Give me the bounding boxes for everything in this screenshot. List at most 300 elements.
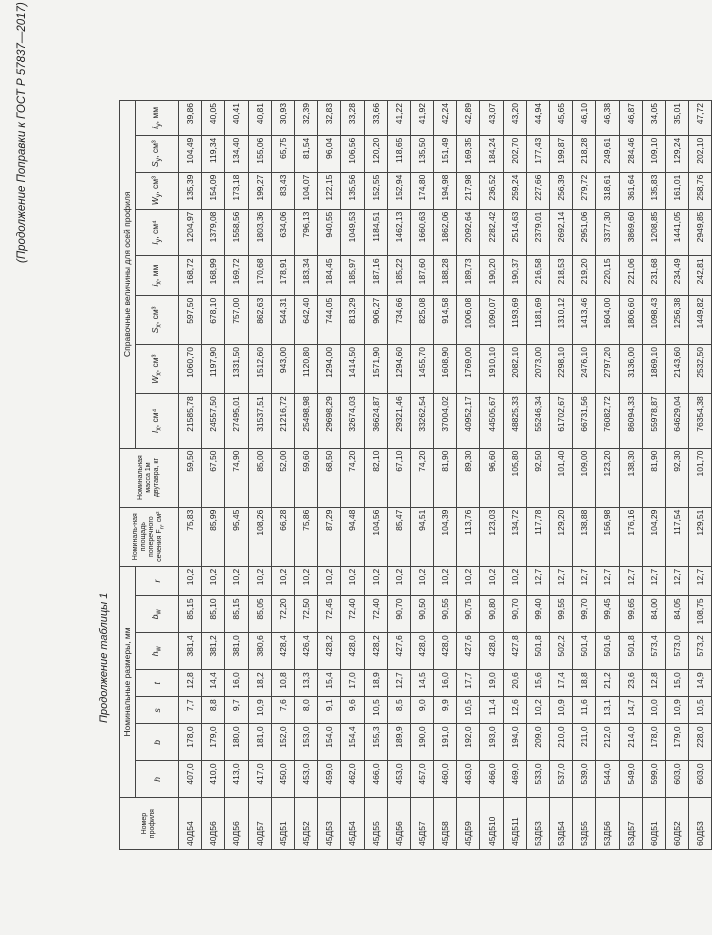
table-cell: 2476,10 — [573, 345, 596, 394]
table-cell: 123,20 — [596, 448, 619, 507]
table-cell: 99,40 — [526, 596, 549, 633]
table-cell: 14,5 — [410, 670, 433, 697]
table-cell: 129,24 — [665, 135, 688, 172]
table-cell: 96,60 — [480, 448, 503, 507]
table-cell: 1558,56 — [225, 209, 248, 256]
table-cell: 12,6 — [503, 697, 526, 724]
table-cell: 190,20 — [480, 256, 503, 295]
table-cell: 603,0 — [689, 761, 712, 798]
table-cell: 82,10 — [364, 448, 387, 507]
table-cell: 75,86 — [294, 507, 317, 566]
table-cell: 67,50 — [202, 448, 225, 507]
table-cell: 1049,53 — [341, 209, 364, 256]
table-cell: 10,2 — [318, 566, 341, 596]
table-cell: 1379,08 — [202, 209, 225, 256]
table-cell: 9,1 — [318, 697, 341, 724]
table-cell: 3136,00 — [619, 345, 642, 394]
table-cell: 36624,87 — [364, 394, 387, 448]
table-cell: 209,0 — [526, 724, 549, 761]
table-cell: 170,68 — [248, 256, 271, 295]
table-cell: 104,49 — [179, 135, 202, 172]
table-cell: 81,90 — [642, 448, 665, 507]
table-cell: 85,99 — [202, 507, 225, 566]
table-cell: 10,2 — [294, 566, 317, 596]
table-cell: 108,26 — [248, 507, 271, 566]
col-hw: $h_w$ — [136, 633, 179, 670]
table-cell: 169,72 — [225, 256, 248, 295]
table-cell: 453,0 — [294, 761, 317, 798]
table-cell: 10,2 — [526, 697, 549, 724]
col-Ix: $I_x$, см⁴ — [136, 394, 179, 448]
table-cell: 13,3 — [294, 670, 317, 697]
table-cell: 24557,50 — [202, 394, 225, 448]
table-cell: 9,9 — [434, 697, 457, 724]
table-cell: 99,45 — [596, 596, 619, 633]
table-cell: 101,40 — [550, 448, 573, 507]
table-cell: 16,0 — [434, 670, 457, 697]
table-cell: 37004,02 — [434, 394, 457, 448]
table-cell: 2092,64 — [457, 209, 480, 256]
table-cell: 99,65 — [619, 596, 642, 633]
table-cell: 573,2 — [689, 633, 712, 670]
table-cell: 1193,69 — [503, 295, 526, 344]
table-cell: 169,35 — [457, 135, 480, 172]
table-cell: 381,0 — [225, 633, 248, 670]
table-cell: 1208,85 — [642, 209, 665, 256]
table-cell: 249,61 — [596, 135, 619, 172]
table-cell: 84,00 — [642, 596, 665, 633]
table-cell: 1455,70 — [410, 345, 433, 394]
profile-number-cell: 40Д57 — [248, 798, 271, 850]
table-cell: 1006,08 — [457, 295, 480, 344]
table-cell: 2379,01 — [526, 209, 549, 256]
table-cell: 10,2 — [480, 566, 503, 596]
table-cell: 177,43 — [526, 135, 549, 172]
table-cell: 90,70 — [503, 596, 526, 633]
table-cell: 106,56 — [341, 135, 364, 172]
table-cell: 7,6 — [271, 697, 294, 724]
table-cell: 19,0 — [480, 670, 503, 697]
table-cell: 361,64 — [619, 172, 642, 209]
table-cell: 2949,85 — [689, 209, 712, 256]
table-cell: 68,50 — [318, 448, 341, 507]
table-cell: 152,55 — [364, 172, 387, 209]
table-cell: 178,0 — [642, 724, 665, 761]
table-cell: 8,5 — [387, 697, 410, 724]
table-cell: 134,40 — [225, 135, 248, 172]
table-cell: 380,6 — [248, 633, 271, 670]
table-cell: 7,7 — [179, 697, 202, 724]
table-cell: 943,00 — [271, 345, 294, 394]
table-cell: 92,50 — [526, 448, 549, 507]
table-row — [665, 101, 688, 850]
table-cell: 18,2 — [248, 670, 271, 697]
table-cell: 67,10 — [387, 448, 410, 507]
table-cell: 202,10 — [689, 135, 712, 172]
col-Wy: $W_y$, см³ — [136, 172, 179, 209]
table-cell: 428,0 — [434, 633, 457, 670]
table-cell: 544,0 — [596, 761, 619, 798]
table-cell: 2073,00 — [526, 345, 549, 394]
table-cell: 43,07 — [480, 101, 503, 136]
col-group-reference: Справочные величины для осей профиля — [120, 101, 136, 449]
table-cell: 81,90 — [434, 448, 457, 507]
table-cell: 501,8 — [526, 633, 549, 670]
table-cell: 96,04 — [318, 135, 341, 172]
table-cell: 72,45 — [318, 596, 341, 633]
table-cell: 12,7 — [550, 566, 573, 596]
table-cell: 43,20 — [503, 101, 526, 136]
table-cell: 25498,98 — [294, 394, 317, 448]
table-cell: 210,0 — [550, 724, 573, 761]
table-cell: 161,01 — [665, 172, 688, 209]
table-cell: 153,0 — [294, 724, 317, 761]
table-cell: 8,0 — [294, 697, 317, 724]
table-cell: 216,58 — [526, 256, 549, 295]
table-cell: 183,34 — [294, 256, 317, 295]
table-cell: 85,15 — [225, 596, 248, 633]
table-cell: 47,72 — [689, 101, 712, 136]
table-cell: 428,0 — [480, 633, 503, 670]
profile-number-cell: 45Д53 — [318, 798, 341, 850]
table-cell: 94,48 — [341, 507, 364, 566]
table-cell: 152,94 — [387, 172, 410, 209]
table-cell: 14,7 — [619, 697, 642, 724]
table-cell: 39,86 — [179, 101, 202, 136]
table-cell: 218,53 — [550, 256, 573, 295]
table-cell: 187,60 — [410, 256, 433, 295]
table-cell: 122,15 — [318, 172, 341, 209]
table-cell: 101,70 — [689, 448, 712, 507]
table-cell: 21216,72 — [271, 394, 294, 448]
col-ix: $i_x$, мм — [136, 256, 179, 295]
table-cell: 74,20 — [410, 448, 433, 507]
table-cell: 191,0 — [434, 724, 457, 761]
table-cell: 84,05 — [665, 596, 688, 633]
table-cell: 32674,03 — [341, 394, 364, 448]
table-cell: 55246,34 — [526, 394, 549, 448]
table-cell: 75,83 — [179, 507, 202, 566]
table-cell: 90,55 — [434, 596, 457, 633]
table-cell: 40,05 — [202, 101, 225, 136]
table-cell: 155,3 — [364, 724, 387, 761]
profile-number-cell: 45Д55 — [364, 798, 387, 850]
table-cell: 10,2 — [503, 566, 526, 596]
table-cell: 1604,00 — [596, 295, 619, 344]
table-cell: 40,41 — [225, 101, 248, 136]
table-cell: 129,20 — [550, 507, 573, 566]
table-cell: 199,27 — [248, 172, 271, 209]
table-cell: 1862,06 — [434, 209, 457, 256]
table-row — [503, 101, 526, 850]
table-cell: 1660,63 — [410, 209, 433, 256]
col-profile-number: Номер профиля — [120, 798, 179, 850]
profile-number-cell: 60Д51 — [642, 798, 665, 850]
table-cell: 190,0 — [410, 724, 433, 761]
table-cell: 187,16 — [364, 256, 387, 295]
table-cell: 59,60 — [294, 448, 317, 507]
table-cell: 757,00 — [225, 295, 248, 344]
table-cell: 427,6 — [457, 633, 480, 670]
table-cell: 85,10 — [202, 596, 225, 633]
table-cell: 533,0 — [526, 761, 549, 798]
table-cell: 10,2 — [457, 566, 480, 596]
table-cell: 185,22 — [387, 256, 410, 295]
table-cell: 462,0 — [341, 761, 364, 798]
table-continuation-label: Продолжение таблицы 1 — [98, 592, 110, 723]
table-cell: 199,87 — [550, 135, 573, 172]
table-cell: 221,06 — [619, 256, 642, 295]
profile-number-cell: 45Д51 — [271, 798, 294, 850]
table-cell: 231,68 — [642, 256, 665, 295]
table-cell: 1414,50 — [341, 345, 364, 394]
table-body — [179, 101, 712, 850]
col-bw: $b_w$ — [136, 596, 179, 633]
profile-number-cell: 53Д53 — [526, 798, 549, 850]
table-cell: 12,7 — [642, 566, 665, 596]
table-cell: 14,4 — [202, 670, 225, 697]
col-t: t — [136, 670, 179, 697]
table-cell: 12,7 — [665, 566, 688, 596]
table-cell: 825,08 — [410, 295, 433, 344]
table-cell: 2282,42 — [480, 209, 503, 256]
table-cell: 10,2 — [271, 566, 294, 596]
table-cell: 180,0 — [225, 724, 248, 761]
table-cell: 539,0 — [573, 761, 596, 798]
table-cell: 202,70 — [503, 135, 526, 172]
table-cell: 23,6 — [619, 670, 642, 697]
table-cell: 48825,33 — [503, 394, 526, 448]
table-cell: 428,0 — [410, 633, 433, 670]
table-cell: 599,0 — [642, 761, 665, 798]
table-cell: 109,00 — [573, 448, 596, 507]
table-cell: 20,6 — [503, 670, 526, 697]
table-cell: 40,81 — [248, 101, 271, 136]
table-cell: 8,8 — [202, 697, 225, 724]
table-row — [573, 101, 596, 850]
table-row — [457, 101, 480, 850]
table-cell: 427,8 — [503, 633, 526, 670]
table-cell: 151,49 — [434, 135, 457, 172]
table-cell: 76082,72 — [596, 394, 619, 448]
table-cell: 17,0 — [341, 670, 364, 697]
table-cell: 12,8 — [179, 670, 202, 697]
table-cell: 460,0 — [434, 761, 457, 798]
table-cell: 1331,50 — [225, 345, 248, 394]
table-cell: 83,43 — [271, 172, 294, 209]
table-cell: 34,05 — [642, 101, 665, 136]
table-cell: 27495,01 — [225, 394, 248, 448]
table-cell: 1090,07 — [480, 295, 503, 344]
table-cell: 211,0 — [573, 724, 596, 761]
table-cell: 12,7 — [596, 566, 619, 596]
table-cell: 90,80 — [480, 596, 503, 633]
table-cell: 466,0 — [480, 761, 503, 798]
table-cell: 59,50 — [179, 448, 202, 507]
profile-number-cell: 45Д511 — [503, 798, 526, 850]
profile-number-cell: 45Д58 — [434, 798, 457, 850]
table-cell: 104,07 — [294, 172, 317, 209]
table-row — [596, 101, 619, 850]
table-cell: 117,78 — [526, 507, 549, 566]
table-cell: 33,66 — [364, 101, 387, 136]
table-cell: 10,9 — [665, 697, 688, 724]
table-cell: 15,4 — [318, 670, 341, 697]
table-cell: 318,61 — [596, 172, 619, 209]
table-cell: 17,4 — [550, 670, 573, 697]
table-cell: 1310,12 — [550, 295, 573, 344]
table-cell: 185,97 — [341, 256, 364, 295]
table-cell: 1608,90 — [434, 345, 457, 394]
table-cell: 90,50 — [410, 596, 433, 633]
table-cell: 219,20 — [573, 256, 596, 295]
table-cell: 10,2 — [364, 566, 387, 596]
table-cell: 603,0 — [665, 761, 688, 798]
table-cell: 118,65 — [387, 135, 410, 172]
table-cell: 2532,50 — [689, 345, 712, 394]
table-row — [271, 101, 294, 850]
table-cell: 10,5 — [457, 697, 480, 724]
profile-number-cell: 53Д56 — [596, 798, 619, 850]
table-cell: 168,99 — [202, 256, 225, 295]
table-cell: 502,2 — [550, 633, 573, 670]
table-cell: 1571,90 — [364, 345, 387, 394]
table-cell: 92,30 — [665, 448, 688, 507]
table-cell: 104,29 — [642, 507, 665, 566]
table-cell: 428,4 — [271, 633, 294, 670]
table-cell: 597,50 — [179, 295, 202, 344]
table-row — [179, 101, 202, 850]
table-cell: 194,98 — [434, 172, 457, 209]
table-cell: 914,58 — [434, 295, 457, 344]
table-cell: 573,4 — [642, 633, 665, 670]
table-cell: 17,7 — [457, 670, 480, 697]
table-cell: 72,50 — [294, 596, 317, 633]
table-cell: 178,91 — [271, 256, 294, 295]
table-cell: 119,34 — [202, 135, 225, 172]
table-cell: 120,20 — [364, 135, 387, 172]
table-cell: 10,5 — [689, 697, 712, 724]
table-cell: 113,76 — [457, 507, 480, 566]
table-cell: 12,7 — [573, 566, 596, 596]
table-row — [202, 101, 225, 850]
table-cell: 2514,63 — [503, 209, 526, 256]
table-cell: 155,06 — [248, 135, 271, 172]
table-cell: 138,88 — [573, 507, 596, 566]
table-cell: 32,39 — [294, 101, 317, 136]
table-cell: 2951,06 — [573, 209, 596, 256]
table-cell: 10,0 — [642, 697, 665, 724]
table-cell: 3869,60 — [619, 209, 642, 256]
table-cell: 33262,54 — [410, 394, 433, 448]
table-cell: 466,0 — [364, 761, 387, 798]
table-cell: 501,4 — [573, 633, 596, 670]
table-cell: 135,56 — [341, 172, 364, 209]
profile-number-cell: 45Д56 — [387, 798, 410, 850]
table-cell: 95,45 — [225, 507, 248, 566]
table-cell: 109,10 — [642, 135, 665, 172]
table-cell: 174,80 — [410, 172, 433, 209]
table-cell: 194,0 — [503, 724, 526, 761]
table-cell: 10,9 — [550, 697, 573, 724]
table-cell: 179,0 — [665, 724, 688, 761]
table-cell: 86094,33 — [619, 394, 642, 448]
table-cell: 12,7 — [526, 566, 549, 596]
table-cell: 13,1 — [596, 697, 619, 724]
table-cell: 35,01 — [665, 101, 688, 136]
table-cell: 46,87 — [619, 101, 642, 136]
table-cell: 10,2 — [341, 566, 364, 596]
table-cell: 413,0 — [225, 761, 248, 798]
table-cell: 501,6 — [596, 633, 619, 670]
table-cell: 2692,14 — [550, 209, 573, 256]
table-cell: 220,15 — [596, 256, 619, 295]
table-cell: 1060,70 — [179, 345, 202, 394]
col-Iy: $I_y$, см⁴ — [136, 209, 179, 256]
table-row — [248, 101, 271, 850]
table-cell: 1294,60 — [387, 345, 410, 394]
table-cell: 813,29 — [341, 295, 364, 344]
profile-number-cell: 40Д56 — [202, 798, 225, 850]
table-cell: 45,65 — [550, 101, 573, 136]
table-row — [526, 101, 549, 850]
table-cell: 44,94 — [526, 101, 549, 136]
table-cell: 65,75 — [271, 135, 294, 172]
table-cell: 40952,17 — [457, 394, 480, 448]
table-cell: 1120,80 — [294, 345, 317, 394]
table-cell: 123,03 — [480, 507, 503, 566]
table-cell: 234,49 — [665, 256, 688, 295]
table-cell: 678,10 — [202, 295, 225, 344]
table-cell: 89,30 — [457, 448, 480, 507]
profile-number-cell: 45Д59 — [457, 798, 480, 850]
table-row — [318, 101, 341, 850]
table-cell: 12,8 — [642, 670, 665, 697]
table-cell: 29321,46 — [387, 394, 410, 448]
table-cell: 1098,43 — [642, 295, 665, 344]
col-h: h — [136, 761, 179, 798]
table-cell: 1910,10 — [480, 345, 503, 394]
table-row — [619, 101, 642, 850]
col-r: r — [136, 566, 179, 596]
profile-number-cell: 45Д57 — [410, 798, 433, 850]
table-cell: 10,2 — [434, 566, 457, 596]
table-cell: 573,0 — [665, 633, 688, 670]
table-cell: 2797,20 — [596, 345, 619, 394]
profile-number-cell: 45Д52 — [294, 798, 317, 850]
profile-number-cell: 53Д55 — [573, 798, 596, 850]
table-cell: 1413,46 — [573, 295, 596, 344]
table-cell: 10,5 — [364, 697, 387, 724]
table-cell: 117,54 — [665, 507, 688, 566]
table-cell: 105,80 — [503, 448, 526, 507]
table-cell: 9,6 — [341, 697, 364, 724]
table-cell: 734,66 — [387, 295, 410, 344]
table-cell: 85,00 — [248, 448, 271, 507]
table-cell: 33,28 — [341, 101, 364, 136]
table-cell: 453,0 — [387, 761, 410, 798]
table-cell: 10,2 — [225, 566, 248, 596]
table-cell: 176,16 — [619, 507, 642, 566]
table-cell: 10,8 — [271, 670, 294, 697]
table-cell: 1184,51 — [364, 209, 387, 256]
table-cell: 30,93 — [271, 101, 294, 136]
table-cell: 218,28 — [573, 135, 596, 172]
table-cell: 72,40 — [364, 596, 387, 633]
profile-number-cell: 45Д510 — [480, 798, 503, 850]
profile-number-cell: 40Д54 — [179, 798, 202, 850]
table-cell: 188,28 — [434, 256, 457, 295]
